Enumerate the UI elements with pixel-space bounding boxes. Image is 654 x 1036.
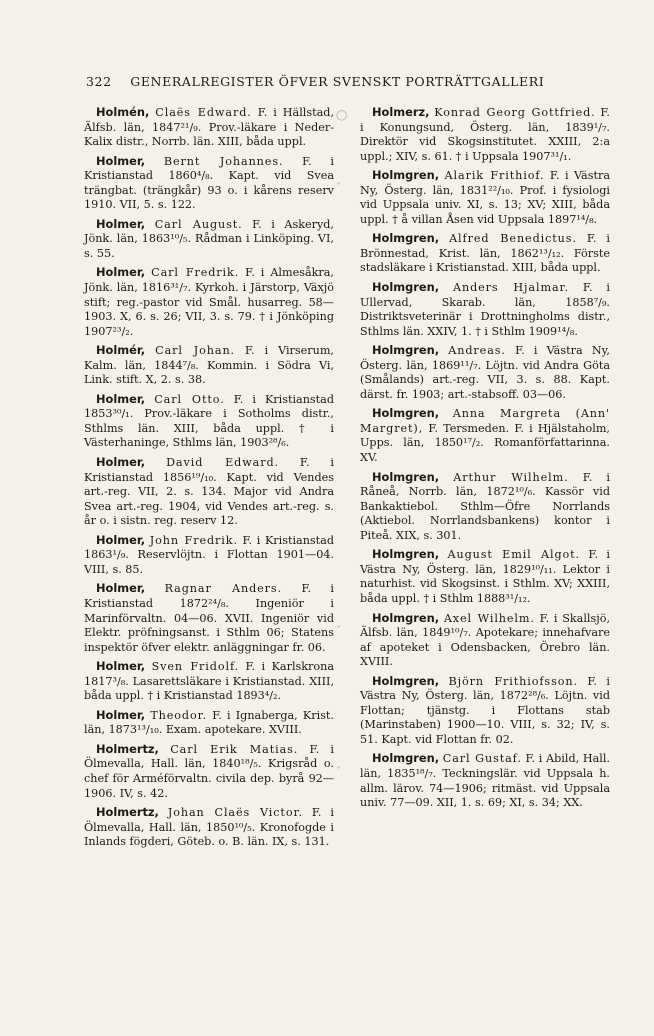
- entry-surname: Holmgren,: [372, 168, 440, 183]
- running-title: GENERALREGISTER ÖFVER SVENSKT PORTRÄTTGALLERI: [130, 74, 545, 89]
- entry-surname: Holmgren,: [372, 610, 440, 625]
- register-entry: [84, 105, 334, 150]
- circle-mark-icon: ◯: [336, 110, 348, 121]
- entry-text: F. i Västra Ny, Österg. län, 1831²²/₁₀. Prof. i fysiologi vid Uppsala univ. XI, s. 13; XV; XIII, båda uppl. † å villan Åsen vid Uppsala 1897¹⁴/₈.: [360, 169, 610, 226]
- entry-given-name: Andreas.: [448, 344, 506, 358]
- entry-text: F. Tersmeden. F. i Hjälstaholm, Upps. län, 1850¹⁷/₂. Romanförfattarinna. XV.: [360, 421, 610, 465]
- pencil-tick-icon: ˇ: [336, 183, 341, 194]
- register-entry: [84, 265, 334, 339]
- entry-given-name: Johan Claës Victor.: [167, 806, 303, 820]
- entry-given-name: Bernt Johannes.: [163, 154, 284, 168]
- entry-given-name: Carl Johan.: [155, 344, 236, 358]
- entry-given-name: Alarik Frithiof.: [444, 169, 545, 183]
- entry-surname: Holmgren,: [372, 406, 440, 421]
- entry-surname: Holmer,: [96, 153, 146, 168]
- entry-surname: Holmer,: [96, 581, 146, 596]
- entry-given-name: Carl Otto.: [154, 392, 225, 406]
- entry-given-name: Carl Erik Matias.: [170, 742, 299, 756]
- entry-given-name: Carl Gustaf.: [442, 752, 522, 766]
- entry-surname: Holmer,: [96, 265, 146, 280]
- register-entry: [360, 547, 610, 606]
- entry-text: F. i Kristianstad 1860⁴/₈. Kapt. vid Svea trängbat. (trängkår) 93 o. i kårens reserv 1910. VII, 5. s. 122.: [84, 154, 335, 212]
- entry-text: F. i Askeryd, Jönk. län, 1863¹⁰/₅. Rådman i Linköping. VI, s. 55.: [84, 217, 334, 260]
- entry-text: F. i Ignaberga, Krist. län, 1873¹³/₁₀. Exam. apotekare. XVIII.: [84, 708, 334, 737]
- entry-text: F. i Kristianstad 1853³⁰/₁. Prov.-läkare i Sotholms distr., Sthlms län. XIII, båda uppl. † i Västerhaninge, Sthlms län, 1903²⁸/₆.: [84, 392, 334, 450]
- entry-text: F. i Almesåkra, Jönk. län, 1816³¹/₇. Kyrkoh. i Järstorp, Växjö stift; reg.-pastor vid Smål. husarreg. 58—1903. X, 6. s. 26; VII, 3. s. 79. † i Jönköping 1907²³/₂.: [84, 266, 334, 338]
- entry-text: F. i Ölmevalla, Hall. län, 1850¹⁰/₅. Kronofogde i Inlands fögderi, Göteb. o. B. län. IX, s. 131.: [84, 806, 334, 849]
- register-entry: [360, 406, 610, 465]
- entry-text: F. i Västra Ny, Österg. län, 1872²⁸/₆. Löjtn. vid Flottan; tjänstg. i Flottans stab (Marinstaben) 1900—10. VIII, s. 32; IV, s. 51. Kapt. vid Flottan fr. 02.: [360, 674, 610, 746]
- register-entry: [360, 231, 610, 276]
- page-number: 322: [86, 74, 112, 89]
- entry-given-name: Sven Fridolf.: [151, 660, 240, 674]
- register-entry: [360, 674, 610, 748]
- entry-text: F. i Ullervad, Skarab. län, 1858⁷/₉. Distriktsveterinär i Drottningholms distr., Sthlms län. XXIV, 1. † i Sthlm 1909¹⁴/₈.: [360, 281, 611, 338]
- entry-surname: Holmén,: [96, 105, 150, 119]
- right-column: [360, 105, 610, 815]
- entry-given-name: Arthur Wilhelm.: [453, 470, 569, 484]
- entry-given-name: August Emil Algot.: [447, 548, 580, 562]
- register-entry: [360, 168, 610, 227]
- entry-surname: Holmgren,: [372, 547, 440, 562]
- register-entry: [84, 455, 334, 529]
- entry-surname: Holmer,: [96, 532, 146, 547]
- entry-surname: Holmer,: [96, 707, 146, 722]
- entry-given-name: Axel Wilhelm.: [443, 611, 535, 625]
- entry-text: F. i Abild, Hall. län, 1835¹⁸/₇. Teckningslär. vid Uppsala h. allm. lärov. 74—1906; ritmäst. vid Uppsala univ. 77—09. XII, 1. s. 69; XI, s. 34; XX.: [360, 752, 610, 810]
- entry-given-name: Theodor.: [150, 708, 208, 722]
- register-entry: [84, 659, 334, 704]
- register-entry: [84, 533, 334, 578]
- pencil-tick-icon: ˇ: [336, 767, 341, 778]
- entry-given-name: Anders Hjalmar.: [453, 281, 570, 295]
- register-entry: [84, 742, 334, 801]
- entry-given-name: Ragnar Anders.: [164, 582, 283, 596]
- entry-text: F. i Ölmevalla, Hall. län, 1840¹⁸/₅. Krigsråd o. chef för Arméförvaltn. civila dep. byrå 92—1906. IV, s. 42.: [84, 742, 334, 800]
- entry-surname: Holmer,: [96, 659, 146, 674]
- entry-text: F. i Konungsund, Österg. län, 1839¹/₇. Direktör vid Skogsinstitutet. XXIII, 2:a uppl.; XIV, s. 61. † i Uppsala 1907³¹/₁.: [360, 106, 610, 163]
- entry-text: F. i Kristianstad 1872²⁴/₈. Ingeniör i Marinförvaltn. 04—06. XVII. Ingeniör vid Elektr. pröfningsanst. i Sthlm 06; Statens inspektör öfver elektr. anläggningar fr. 06.: [84, 582, 335, 654]
- entry-text: F. i Skallsjö, Älfsb. län, 1849¹⁰/₇. Apotekare; innehafvare af apoteket i Odensbacken, Örebro län. XVIII.: [360, 611, 611, 669]
- entry-text: F. i Västra Ny, Österg. län, 1869¹¹/₇. Löjtn. vid Andra Göta (Smålands) art.-reg. VII, 3. s. 88. Kapt. därst. fr. 1903; art.-stabsoff. 03—06.: [360, 344, 610, 401]
- entry-surname: Holmer,: [96, 455, 146, 470]
- register-entry: [360, 751, 610, 810]
- entry-surname: Holmer,: [96, 391, 146, 406]
- entry-text: F. i Kristianstad 1856¹⁹/₁₀. Kapt. vid Vendes art.-reg. VII, 2. s. 134. Major vid Andra Svea art.-reg. 1904, vid Vendes art.-reg. s. år o. i sistn. reg. reserv 12.: [84, 456, 334, 528]
- register-entry: [360, 280, 610, 339]
- entry-surname: Holmgren,: [372, 231, 440, 246]
- entry-given-name: David Edward.: [166, 456, 280, 470]
- entry-given-name: Björn Frithiofsson.: [448, 674, 578, 688]
- entry-surname: Holmertz,: [96, 805, 159, 820]
- entry-given-name: Alfred Benedictus.: [449, 232, 577, 246]
- entry-text: F. i Råneå, Norrb. län, 1872¹⁰/₆. Kassör vid Bankaktiebol. Sthlm—Öfre Norrlands (Aktiebol. Norrlandsbankens) kontor i Piteå. XIX, s. 301.: [360, 470, 611, 542]
- register-entry: [84, 805, 334, 850]
- register-entry: [84, 581, 334, 655]
- entry-surname: Holmer,: [96, 216, 146, 231]
- entry-surname: Holmgren,: [372, 469, 440, 484]
- page-header: [86, 74, 574, 89]
- register-entry: [360, 611, 610, 670]
- left-column: [84, 105, 334, 854]
- register-entry: [84, 392, 334, 451]
- entry-surname: Holmerz,: [372, 105, 430, 119]
- entry-text: F. i Virserum, Kalm. län, 1844⁷/₈. Kommin. i Södra Vi, Link. stift. X, 2. s. 38.: [84, 344, 334, 387]
- entry-text: F. i Karlskrona 1817³/₈. Lasarettsläkare i Kristianstad. XIII, båda uppl. † i Kristianstad 1893⁴/₂.: [84, 660, 335, 703]
- register-entry: [84, 343, 334, 388]
- entry-surname: Holmgren,: [372, 673, 440, 688]
- register-entry: [84, 154, 334, 213]
- entry-text: F. i Brönnestad, Krist. län, 1862¹³/₁₂. Förste stadsläkare i Kristianstad. XIII, båda uppl.: [360, 232, 611, 275]
- entry-given-name: Carl Fredrik.: [151, 266, 240, 280]
- register-entry: [360, 343, 610, 402]
- entry-text: F. i Västra Ny, Österg. län, 1829¹⁰/₁₁. Lektor i naturhist. vid Skogsinst. i Sthlm. XV; XXIII, båda uppl. † i Sthlm 1888³¹/₁₂.: [360, 548, 611, 605]
- entry-text: F. i Kristianstad 1863¹/₉. Reservlöjtn. i Flottan 1901—04. VIII, s. 85.: [84, 533, 334, 576]
- entry-given-name: Claës Edward.: [155, 106, 252, 119]
- register-entry: [84, 217, 334, 262]
- register-entry: [84, 708, 334, 738]
- entry-surname: Holmgren,: [372, 343, 440, 358]
- entry-surname: Holmgren,: [372, 751, 440, 766]
- entry-surname: Holmertz,: [96, 741, 159, 756]
- entry-given-name: Konrad Georg Gottfried.: [434, 106, 596, 119]
- entry-given-name: Anna Margreta (Ann' Margret),: [360, 407, 610, 435]
- entry-surname: Holmér,: [96, 343, 146, 358]
- entry-given-name: Carl August.: [154, 217, 243, 231]
- pencil-tick-icon: ˇ: [336, 626, 341, 637]
- entry-given-name: John Fredrik.: [149, 533, 238, 547]
- register-entry: [360, 470, 610, 544]
- entry-text: F. i Hällstad, Älfsb. län, 1847²¹/₉. Prov.-läkare i Neder-Kalix distr., Norrb. län. XIII, båda uppl.: [84, 106, 334, 149]
- entry-surname: Holmgren,: [372, 280, 440, 295]
- register-entry: [360, 105, 610, 164]
